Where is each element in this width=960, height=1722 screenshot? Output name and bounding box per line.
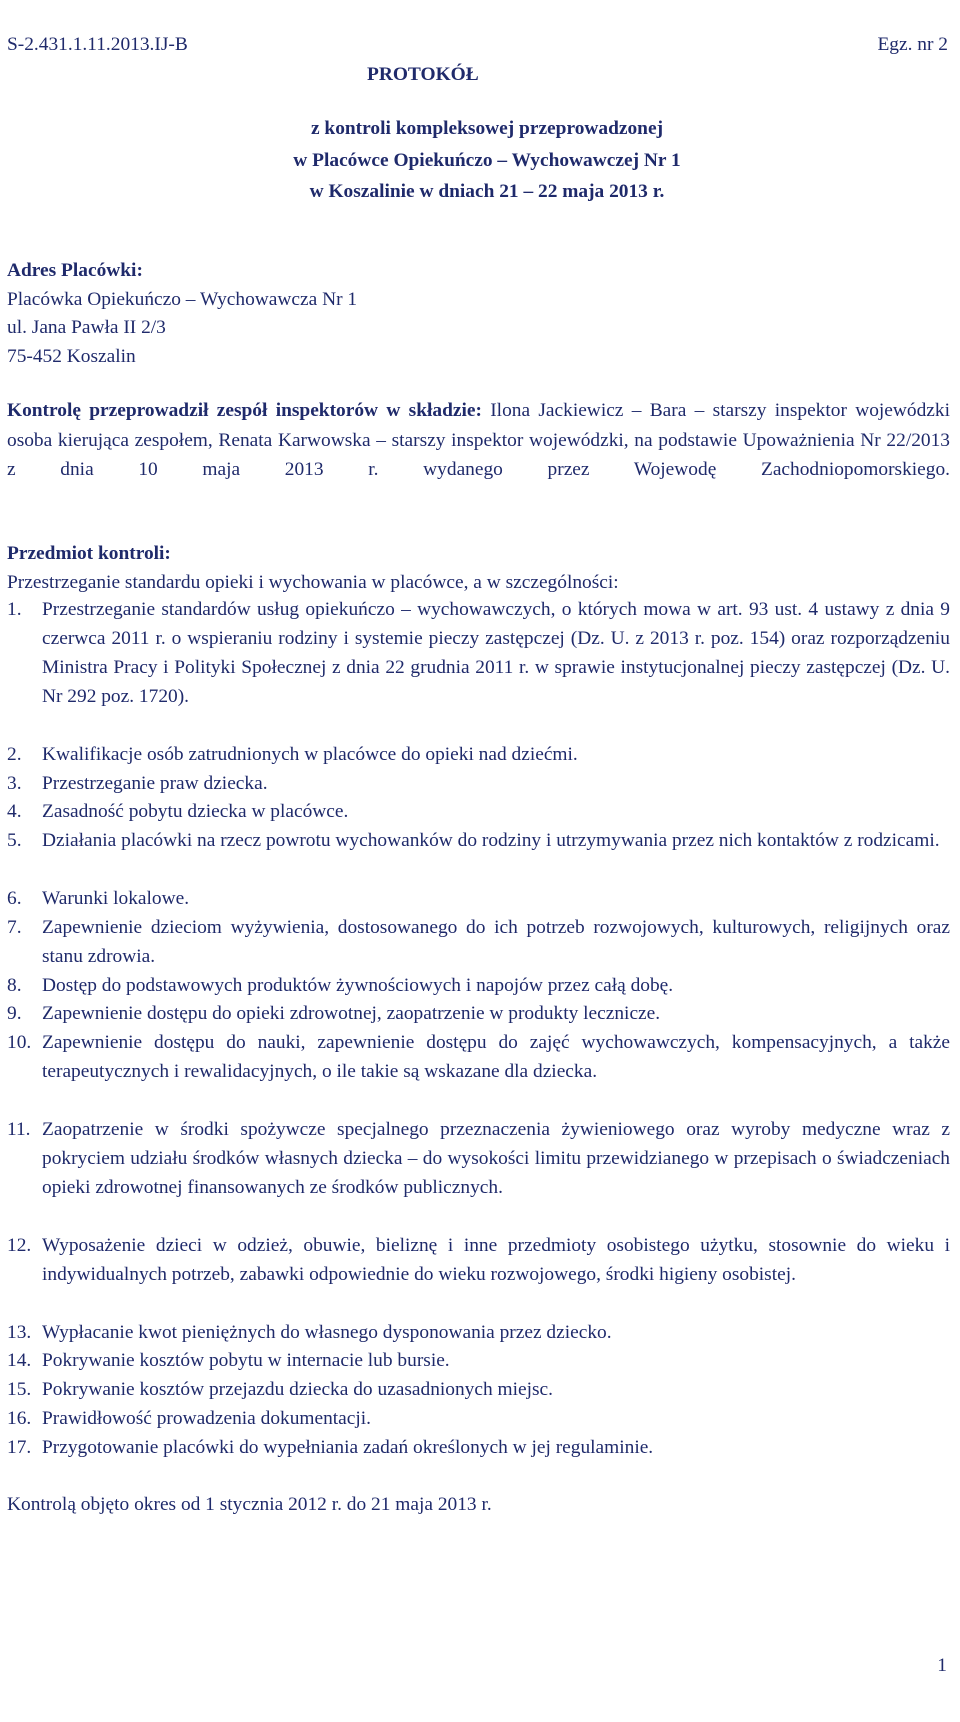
subtitle-line: z kontroli kompleksowej przeprowadzonej xyxy=(310,118,664,139)
subtitle-line: w Koszalinie w dniach 21 – 22 maja 2013 r. xyxy=(309,181,665,202)
list-item-text: Warunki lokalowe. xyxy=(42,888,190,909)
list-item xyxy=(7,1115,950,1202)
list-item xyxy=(7,826,950,855)
list-item-number: 4. xyxy=(7,801,22,822)
list-item-text: Pokrywanie kosztów przejazdu dziecka do uzasadnionych miejsc. xyxy=(42,1379,553,1400)
list-item-number: 1. xyxy=(7,599,22,620)
list-item xyxy=(7,1375,950,1404)
list-item-number: 8. xyxy=(7,975,22,996)
list-item xyxy=(7,797,950,826)
list-item xyxy=(7,1346,950,1375)
subject-intro: Przestrzeganie standardu opieki i wychowania w placówce, a w szczególności: xyxy=(7,572,619,593)
list-item-text: Zapewnienie dostępu do opieki zdrowotnej, zaopatrzenie w produkty lecznicze. xyxy=(42,1003,661,1024)
list-item-number: 17. xyxy=(7,1437,32,1458)
list-item-number: 5. xyxy=(7,830,22,851)
list-item-text: Przygotowanie placówki do wypełniania zadań określonych w jej regulaminie. xyxy=(42,1437,654,1458)
list-item-number: 3. xyxy=(7,773,22,794)
list-item-text: Prawidłowość prowadzenia dokumentacji. xyxy=(42,1408,372,1429)
list-item-text: Wypłacanie kwot pieniężnych do własnego dysponowania przez dziecko. xyxy=(42,1322,612,1343)
list-item-number: 14. xyxy=(7,1350,32,1371)
list-item-number: 15. xyxy=(7,1379,32,1400)
list-item-text: Dostęp do podstawowych produktów żywnościowych i napojów przez całą dobę. xyxy=(42,975,674,996)
list-item-number: 16. xyxy=(7,1408,32,1429)
inspection-team-label: Kontrolę przeprowadził zespół inspektorów w składzie: xyxy=(7,400,482,421)
list-item-text: Zaopatrzenie w środki spożywcze specjalnego przeznaczenia żywieniowego oraz wyroby medyczne wraz z pokryciem udziału środków własnych dziecka – do wysokości limitu przewidzianego w przepisach o świadczeniach opieki zdrowotnej finansowanych ze środków publicznych. xyxy=(42,1119,950,1198)
document-subtitle xyxy=(0,113,960,208)
inspection-team-paragraph xyxy=(7,396,950,485)
list-item xyxy=(7,1318,950,1347)
list-item xyxy=(7,971,950,1000)
inspection-period: Kontrolą objęto okres od 1 stycznia 2012 r. do 21 maja 2013 r. xyxy=(7,1494,492,1515)
list-item-text: Przestrzeganie standardów usług opiekuńczo – wychowawczych, o których mowa w art. 93 ust. 4 ustawy z dnia 9 czerwca 2011 r. o wspieraniu rodziny i systemie pieczy zastępczej (Dz. U. z 2013 r. poz. 154) oraz rozporządzeniu Ministra Pracy i Polityki Społecznej z dnia 22 grudnia 2011 r. w sprawie instytucjonalnej pieczy zastępczej (Dz. U. Nr 292 poz. 1720). xyxy=(42,599,950,707)
list-item xyxy=(7,1231,950,1289)
inspection-team-text: Ilona Jackiewicz – Bara – starszy inspektor wojewódzki osoba kierująca zespołem, Renata Karwowska – starszy inspektor wojewódzki, na podstawie Upoważnienia Nr 22/2013 z dnia 10 maja 2013 r. wydanego przez Wojewodę Zachodniopomorskiego. xyxy=(7,400,950,481)
list-item-text: Kwalifikacje osób zatrudnionych w placówce do opieki nad dziećmi. xyxy=(42,744,578,765)
list-item-number: 6. xyxy=(7,888,22,909)
copy-number: Egz. nr 2 xyxy=(877,34,948,55)
subject-label: Przedmiot kontroli: xyxy=(7,543,171,564)
page-number: 1 xyxy=(937,1655,947,1676)
list-item-number: 11. xyxy=(7,1119,31,1140)
document-title: PROTOKÓŁ xyxy=(367,64,479,85)
list-item-text: Zapewnienie dzieciom wyżywienia, dostosowanego do ich potrzeb rozwojowych, kulturowych, religijnych oraz stanu zdrowia. xyxy=(42,917,950,967)
list-item xyxy=(7,999,950,1028)
address-line: Placówka Opiekuńczo – Wychowawcza Nr 1 xyxy=(7,289,358,310)
address-line: ul. Jana Pawła II 2/3 xyxy=(7,317,166,338)
list-item xyxy=(7,1028,950,1086)
list-item-number: 13. xyxy=(7,1322,32,1343)
list-item-number: 12. xyxy=(7,1235,32,1256)
subtitle-line: w Placówce Opiekuńczo – Wychowawczej Nr 1 xyxy=(293,149,681,171)
list-item-text: Zasadność pobytu dziecka w placówce. xyxy=(42,801,349,822)
list-item xyxy=(7,884,950,913)
address-label: Adres Placówki: xyxy=(7,260,143,281)
list-item-number: 7. xyxy=(7,917,22,938)
list-item-text: Zapewnienie dostępu do nauki, zapewnienie dostępu do zajęć wychowawczych, kompensacyjnych, a także terapeutycznych i rewalidacyjnych, o ile takie są wskazane dla dziecka. xyxy=(42,1032,950,1082)
list-item-text: Wyposażenie dzieci w odzież, obuwie, bieliznę i inne przedmioty osobistego użytku, stosownie do wieku i indywidualnych potrzeb, zabawki odpowiednie do wieku rozwojowego, środki higieny osobistej. xyxy=(42,1235,950,1285)
list-item-number: 2. xyxy=(7,744,22,765)
list-item-number: 10. xyxy=(7,1032,32,1053)
list-item xyxy=(7,769,950,798)
list-item xyxy=(7,740,950,769)
list-item xyxy=(7,913,950,971)
document-reference: S-2.431.1.11.2013.IJ-B xyxy=(7,34,188,55)
list-item-text: Pokrywanie kosztów pobytu w internacie lub bursie. xyxy=(42,1350,450,1371)
list-item-number: 9. xyxy=(7,1003,22,1024)
list-item xyxy=(7,595,950,711)
list-item xyxy=(7,1404,950,1433)
list-item-text: Przestrzeganie praw dziecka. xyxy=(42,773,268,794)
list-item-text: Działania placówki na rzecz powrotu wychowanków do rodziny i utrzymywania przez nich kontaktów z rodzicami. xyxy=(42,830,940,851)
list-item xyxy=(7,1433,950,1462)
address-line: 75-452 Koszalin xyxy=(7,346,136,367)
